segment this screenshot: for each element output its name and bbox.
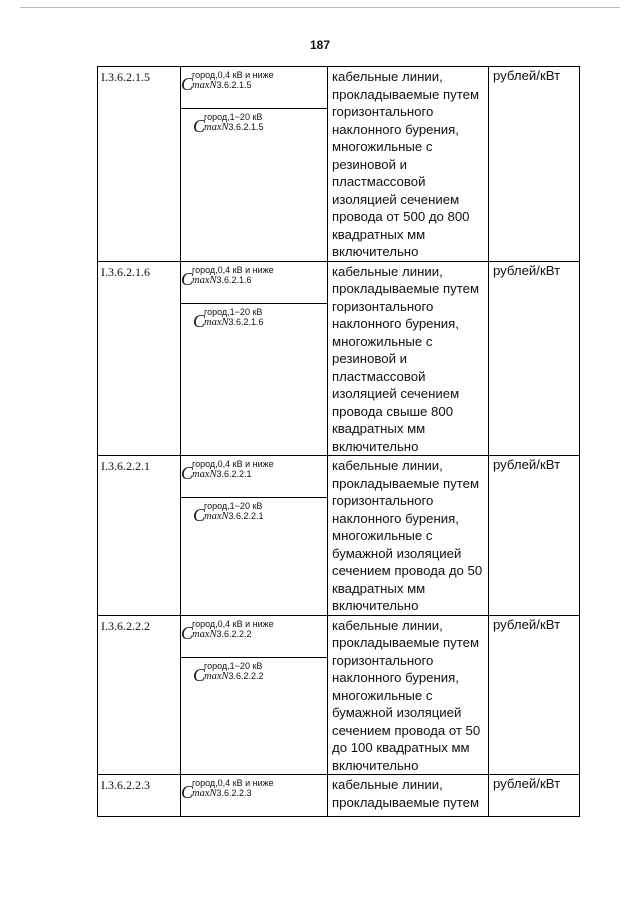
description-line: прокладываемые путем <box>332 635 480 650</box>
formula-superscript: город,1−20 кВ <box>204 660 263 671</box>
rates-table <box>97 66 580 817</box>
formula-0-4kv <box>181 456 327 498</box>
formula-subscript <box>192 469 274 480</box>
description-line: наклонного бурения, <box>332 316 459 331</box>
formula-symbol: C <box>193 116 206 136</box>
table-row <box>98 456 580 616</box>
formula-subscript <box>192 788 274 799</box>
formula-subscript-index: 3.6.2.2.2 <box>228 670 264 681</box>
description-line: изоляцией сечением <box>332 386 460 401</box>
description-line: прокладываемые путем <box>332 86 480 102</box>
formula-indices <box>192 619 274 640</box>
description-line: многожильные с <box>332 333 433 349</box>
row-description <box>328 67 489 262</box>
formula-superscript: город,0,4 кВ и ниже <box>192 778 274 788</box>
formula-superscript: город,1−20 кВ <box>204 501 263 511</box>
formula-subscript <box>192 629 274 640</box>
formula-indices <box>192 265 274 286</box>
formula-0-4kv <box>181 262 327 304</box>
formula-indices <box>192 778 274 799</box>
row-unit: рублей/кВт <box>489 67 580 262</box>
formula-0-4kv <box>181 775 327 816</box>
formula-subscript-index: 3.6.2.1.5 <box>216 80 252 90</box>
description-line: квадратных мм <box>332 421 426 436</box>
description-line: бумажной изоляцией <box>332 705 462 720</box>
row-code: I.3.6.2.1.5 <box>98 67 181 262</box>
table-row <box>98 775 580 817</box>
row-description <box>328 615 489 775</box>
formula-subscript-italic: maxN <box>204 511 229 522</box>
row-unit: рублей/кВт <box>489 775 580 817</box>
description-line: включительно <box>332 244 419 259</box>
description-line: горизонтального <box>332 104 434 119</box>
formula-subscript-italic: maxN <box>192 274 217 286</box>
formula-subscript-index: 3.6.2.1.5 <box>228 122 264 132</box>
description-line: горизонтального <box>332 652 434 668</box>
formula-subscript <box>204 511 264 522</box>
description-line: прокладываемые путем <box>332 794 480 810</box>
formula-symbol: C <box>181 268 194 289</box>
formula-superscript: город,0,4 кВ и ниже <box>192 459 274 469</box>
formula-subscript-italic: maxN <box>192 788 217 799</box>
formula-superscript: город,0,4 кВ и ниже <box>192 618 274 629</box>
description-line: изоляцией сечением <box>332 191 460 207</box>
formula-subscript-italic: maxN <box>192 628 217 640</box>
description-line: кабельные линии, <box>332 263 443 279</box>
formula-cell <box>181 67 328 262</box>
description-line: пластмассовой <box>332 174 426 189</box>
formula-superscript: город,1−20 кВ <box>204 112 263 122</box>
description-line: включительно <box>332 598 419 613</box>
description-line: бумажной изоляцией <box>332 545 462 561</box>
formula-indices <box>204 501 264 522</box>
row-description <box>328 456 489 616</box>
formula-subscript-index: 3.6.2.1.6 <box>216 274 252 285</box>
row-code: I.3.6.2.2.1 <box>98 456 181 616</box>
formula-superscript: город,1−20 кВ <box>204 306 263 317</box>
formula-subscript-index: 3.6.2.2.3 <box>216 788 252 798</box>
description-line: квадратных мм <box>332 580 426 596</box>
row-code: I.3.6.2.2.2 <box>98 615 181 775</box>
page-number: 187 <box>309 38 331 52</box>
description-line: горизонтального <box>332 298 434 314</box>
description-line: наклонного бурения, <box>332 121 459 137</box>
formula-1-20kv <box>181 498 327 524</box>
formula-subscript-index: 3.6.2.1.6 <box>228 316 264 327</box>
description-line: пластмассовой <box>332 368 426 384</box>
formula-subscript <box>204 122 264 133</box>
description-line: включительно <box>332 757 419 773</box>
formula-cell <box>181 261 328 456</box>
formula-cell <box>181 456 328 616</box>
row-unit: рублей/кВт <box>489 261 580 456</box>
description-line: резиновой и <box>332 351 407 366</box>
formula-indices <box>192 70 274 91</box>
description-line: резиновой и <box>332 156 407 172</box>
rates-table-body <box>98 67 580 817</box>
description-line: горизонтального <box>332 493 434 508</box>
formula-symbol: C <box>193 505 206 525</box>
formula-1-20kv <box>181 658 327 684</box>
formula-subscript <box>204 671 264 682</box>
description-line: наклонного бурения, <box>332 510 459 526</box>
formula-subscript-index: 3.6.2.2.2 <box>216 628 252 639</box>
formula-subscript-italic: maxN <box>204 122 229 133</box>
formula-cell <box>181 775 328 817</box>
description-line: наклонного бурения, <box>332 670 459 685</box>
description-line: включительно <box>332 438 419 454</box>
formula-indices <box>204 661 264 682</box>
description-line: многожильные с <box>332 139 433 154</box>
formula-subscript-italic: maxN <box>204 316 229 328</box>
formula-indices <box>192 459 274 480</box>
description-line: до 100 квадратных мм <box>332 740 470 755</box>
row-description <box>328 775 489 817</box>
formula-symbol: C <box>181 622 194 643</box>
formula-subscript <box>204 317 264 328</box>
formula-indices <box>204 307 264 328</box>
formula-symbol: C <box>193 664 206 685</box>
description-line: кабельные линии, <box>332 617 443 633</box>
formula-indices <box>204 112 264 133</box>
formula-symbol: C <box>181 74 194 94</box>
formula-subscript <box>192 80 274 91</box>
formula-symbol: C <box>193 310 206 331</box>
formula-superscript: город,0,4 кВ и ниже <box>192 264 274 275</box>
row-code: I.3.6.2.1.6 <box>98 261 181 456</box>
table-row <box>98 615 580 775</box>
description-line: многожильные с <box>332 687 433 703</box>
formula-subscript-index: 3.6.2.2.1 <box>216 469 252 479</box>
description-line: провода от 500 до 800 <box>332 209 470 224</box>
description-line: кабельные линии, <box>332 69 443 84</box>
formula-symbol: C <box>181 782 194 802</box>
description-line: многожильные с <box>332 528 433 543</box>
formula-subscript-italic: maxN <box>192 80 217 91</box>
description-line: прокладываемые путем <box>332 475 480 491</box>
description-line: прокладываемые путем <box>332 281 480 296</box>
description-line: кабельные линии, <box>332 777 443 792</box>
description-line: сечением провода до 50 <box>332 563 483 578</box>
formula-subscript <box>192 275 274 286</box>
formula-subscript-index: 3.6.2.2.1 <box>228 511 264 521</box>
description-line: квадратных мм <box>332 226 426 242</box>
description-line: кабельные линии, <box>332 458 443 473</box>
formula-cell <box>181 615 328 775</box>
row-description <box>328 261 489 456</box>
formula-subscript-italic: maxN <box>192 469 217 480</box>
formula-1-20kv <box>181 109 327 135</box>
formula-1-20kv <box>181 304 327 330</box>
formula-subscript-italic: maxN <box>204 670 229 682</box>
formula-superscript: город,0,4 кВ и ниже <box>192 70 274 80</box>
row-unit: рублей/кВт <box>489 615 580 775</box>
table-row <box>98 67 580 262</box>
row-unit: рублей/кВт <box>489 456 580 616</box>
top-rule <box>20 7 620 8</box>
formula-0-4kv <box>181 67 327 109</box>
description-line: провода свыше 800 <box>332 403 454 419</box>
formula-0-4kv <box>181 616 327 658</box>
formula-symbol: C <box>181 463 194 483</box>
description-line: сечением провода от 50 <box>332 722 481 738</box>
row-code: I.3.6.2.2.3 <box>98 775 181 817</box>
table-row <box>98 261 580 456</box>
